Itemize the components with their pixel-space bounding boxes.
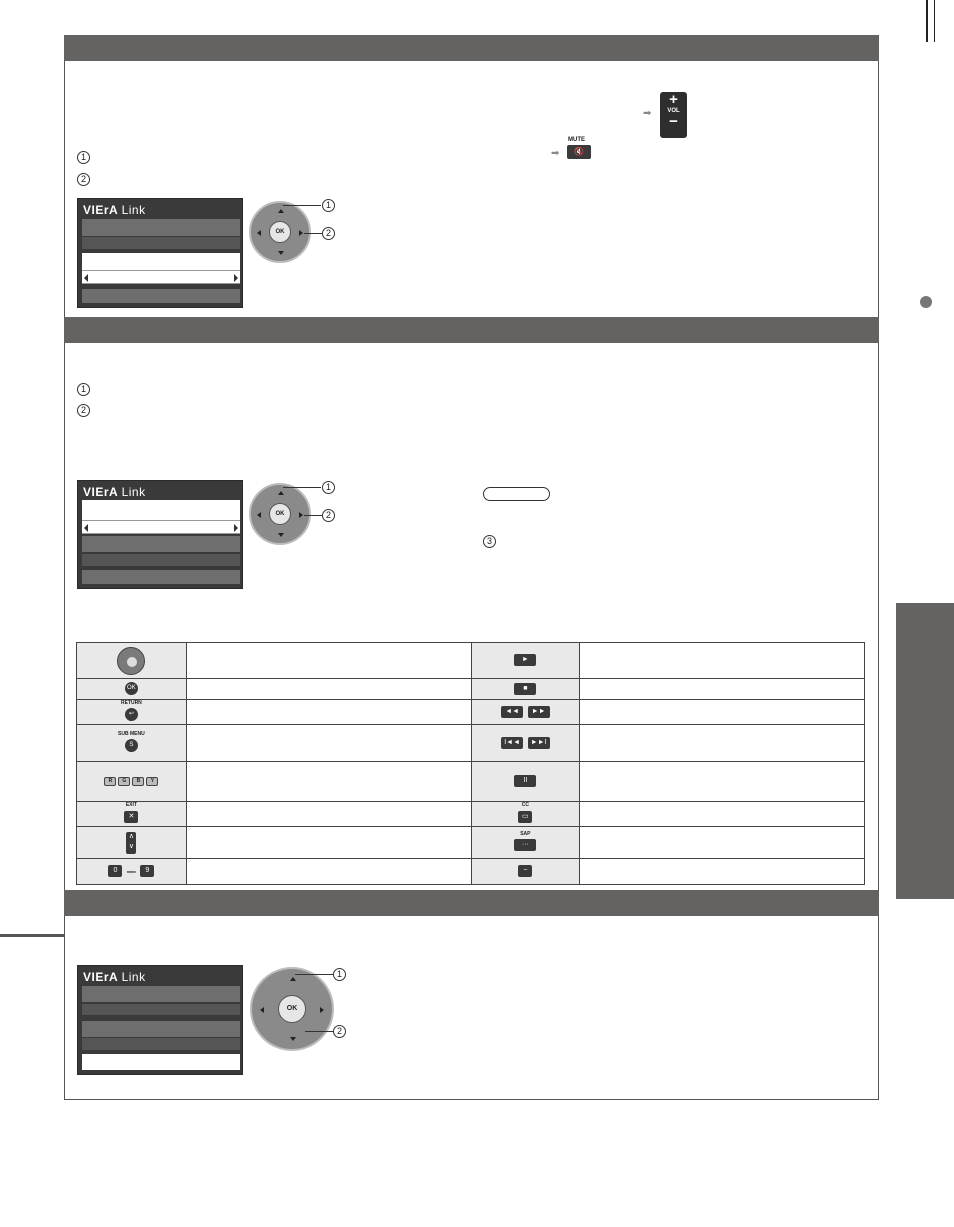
viera-link-logo: VIErA Link xyxy=(83,970,146,984)
left-margin-rule xyxy=(0,934,64,937)
mute-label: MUTE xyxy=(568,137,585,143)
left-arrow-icon xyxy=(260,1007,264,1013)
table-row xyxy=(77,859,865,885)
stop-icon: ■ xyxy=(514,683,536,695)
right-arrow-icon xyxy=(299,230,303,236)
exit-label: EXIT xyxy=(125,802,137,808)
skip-back-icon: I◄◄ xyxy=(501,737,523,749)
callout-marker-1: 1 xyxy=(322,481,335,494)
ok-icon: OK xyxy=(125,682,138,695)
mute-icon: 🔇 xyxy=(567,145,591,159)
key-icon-cell xyxy=(471,725,579,762)
sap-label: SAP xyxy=(520,830,531,837)
leader-line xyxy=(295,974,333,975)
key-icon-cell xyxy=(77,679,187,700)
yellow-key-icon: Y xyxy=(146,777,158,786)
menu-row[interactable] xyxy=(82,554,240,566)
volume-button-icon: + VOL − xyxy=(660,92,687,138)
key-icon-cell xyxy=(77,643,187,679)
leader-line xyxy=(304,233,323,234)
menu-row-selected[interactable] xyxy=(82,520,240,534)
leader-line xyxy=(304,515,323,516)
rewind-icon: ◄◄ xyxy=(501,706,523,718)
key-icon-cell xyxy=(471,643,579,679)
callout-marker-2: 2 xyxy=(322,509,335,522)
key-icon-cell xyxy=(471,827,579,859)
top-rule xyxy=(926,0,928,42)
key-description xyxy=(186,762,471,802)
cc-icon: ▭ xyxy=(518,811,532,823)
section-header-bar-2 xyxy=(64,317,879,343)
key-icon-cell: 0 – 9 xyxy=(77,859,187,885)
viera-link-menu-2 xyxy=(77,480,243,589)
right-arrow-icon xyxy=(320,1007,324,1013)
return-label: RETURN xyxy=(120,700,142,706)
key-description xyxy=(186,802,471,827)
up-arrow-icon xyxy=(290,977,296,981)
right-arrow-icon xyxy=(234,274,238,282)
green-key-icon: G xyxy=(118,777,130,786)
fast-forward-icon: ►► xyxy=(528,706,550,718)
exit-icon: ✕ xyxy=(124,811,138,823)
leader-line xyxy=(283,487,321,488)
callout-marker-1: 1 xyxy=(333,968,346,981)
side-index-tab xyxy=(896,603,954,899)
menu-row[interactable] xyxy=(82,289,240,303)
key-icon-cell xyxy=(77,827,187,859)
ok-button-icon: OK xyxy=(269,221,291,243)
pause-icon: II xyxy=(514,775,536,787)
table-row xyxy=(77,725,865,762)
key-icon-cell xyxy=(77,700,187,725)
key-description xyxy=(579,859,864,885)
key-icon-cell xyxy=(77,802,187,827)
callout-marker-2: 2 xyxy=(322,227,335,240)
menu-row[interactable] xyxy=(82,253,240,270)
blue-key-icon: B xyxy=(132,777,144,786)
ok-button-icon: OK xyxy=(269,503,291,525)
key-description xyxy=(186,725,471,762)
key-icon-cell xyxy=(471,679,579,700)
key-description xyxy=(186,700,471,725)
key-description xyxy=(579,802,864,827)
menu-row[interactable] xyxy=(82,1004,240,1015)
callout-marker-2: 2 xyxy=(333,1025,346,1038)
callout-marker-1: 1 xyxy=(322,199,335,212)
ok-button-icon: OK xyxy=(278,995,306,1023)
top-rule-thin xyxy=(934,0,935,42)
key-description xyxy=(579,700,864,725)
left-arrow-icon xyxy=(257,230,261,236)
remote-keys-table xyxy=(76,642,865,885)
key-description xyxy=(579,679,864,700)
up-arrow-icon xyxy=(278,491,284,495)
remote-dpad-2 xyxy=(249,483,311,545)
menu-row[interactable] xyxy=(82,237,240,249)
viera-link-menu-1 xyxy=(77,198,243,308)
cc-label: CC xyxy=(521,802,529,808)
step-marker-3: 3 xyxy=(483,535,496,548)
key-icon-cell xyxy=(471,859,579,885)
dash-icon: − xyxy=(518,865,532,877)
table-row xyxy=(77,802,865,827)
viera-link-logo: VIErA Link xyxy=(83,485,146,499)
leader-line xyxy=(283,205,321,206)
table-row xyxy=(77,679,865,700)
step-marker-2: 2 xyxy=(77,173,90,186)
left-arrow-icon xyxy=(257,512,261,518)
up-arrow-icon xyxy=(278,209,284,213)
key-description xyxy=(186,679,471,700)
menu-row[interactable] xyxy=(82,219,240,236)
bullet-dot-icon xyxy=(920,296,932,308)
right-arrow-icon xyxy=(234,524,238,532)
key-description xyxy=(186,643,471,679)
return-icon: ↩ xyxy=(125,708,138,721)
key-icon-cell xyxy=(471,700,579,725)
key-icon-cell xyxy=(471,802,579,827)
number-0-icon: 0 xyxy=(108,865,122,877)
key-icon-cell xyxy=(471,762,579,802)
down-arrow-icon xyxy=(290,1037,296,1041)
menu-row-selected[interactable] xyxy=(82,270,240,284)
remote-dpad-1 xyxy=(249,201,311,263)
remote-dpad-3 xyxy=(250,967,334,1051)
menu-row[interactable] xyxy=(82,986,240,1002)
key-icon-cell xyxy=(77,725,187,762)
arrow-icon: ➡ xyxy=(643,108,652,119)
key-description xyxy=(579,827,864,859)
menu-row[interactable] xyxy=(82,536,240,552)
viera-link-logo: VIErA Link xyxy=(83,203,146,217)
dpad-icon xyxy=(117,647,145,675)
key-description xyxy=(186,859,471,885)
table-row xyxy=(77,643,865,679)
down-arrow-icon xyxy=(278,533,284,537)
table-row xyxy=(77,700,865,725)
sub-menu-label: SUB MENU xyxy=(118,731,145,737)
key-description xyxy=(186,827,471,859)
section-header-bar-1 xyxy=(64,35,879,61)
leader-line xyxy=(305,1031,334,1032)
menu-row[interactable] xyxy=(82,1021,240,1037)
left-arrow-icon xyxy=(84,524,88,532)
menu-row-selected[interactable] xyxy=(82,1054,240,1070)
section-header-bar-3 xyxy=(64,890,879,916)
sub-menu-icon: S xyxy=(125,739,138,752)
table-row xyxy=(77,827,865,859)
left-arrow-icon xyxy=(84,274,88,282)
key-description xyxy=(579,643,864,679)
step-marker-1: 1 xyxy=(77,151,90,164)
right-arrow-icon xyxy=(299,512,303,518)
menu-row[interactable] xyxy=(82,570,240,584)
skip-forward-icon: ►►I xyxy=(528,737,550,749)
sap-icon: ··· xyxy=(514,839,536,851)
play-icon: ► xyxy=(514,654,536,666)
step-marker-2: 2 xyxy=(77,404,90,417)
key-description xyxy=(579,762,864,802)
step-marker-1: 1 xyxy=(77,383,90,396)
table-row xyxy=(77,762,865,802)
key-icon-cell xyxy=(77,762,187,802)
key-description xyxy=(579,725,864,762)
down-arrow-icon xyxy=(278,251,284,255)
channel-up-down-icon: ∧ ∨ xyxy=(126,832,136,854)
viera-link-menu-3 xyxy=(77,965,243,1075)
red-key-icon: R xyxy=(104,777,116,786)
arrow-icon: ➡ xyxy=(551,148,560,159)
menu-row[interactable] xyxy=(82,1038,240,1050)
number-9-icon: 9 xyxy=(140,865,154,877)
rounded-key-outline xyxy=(483,487,550,501)
